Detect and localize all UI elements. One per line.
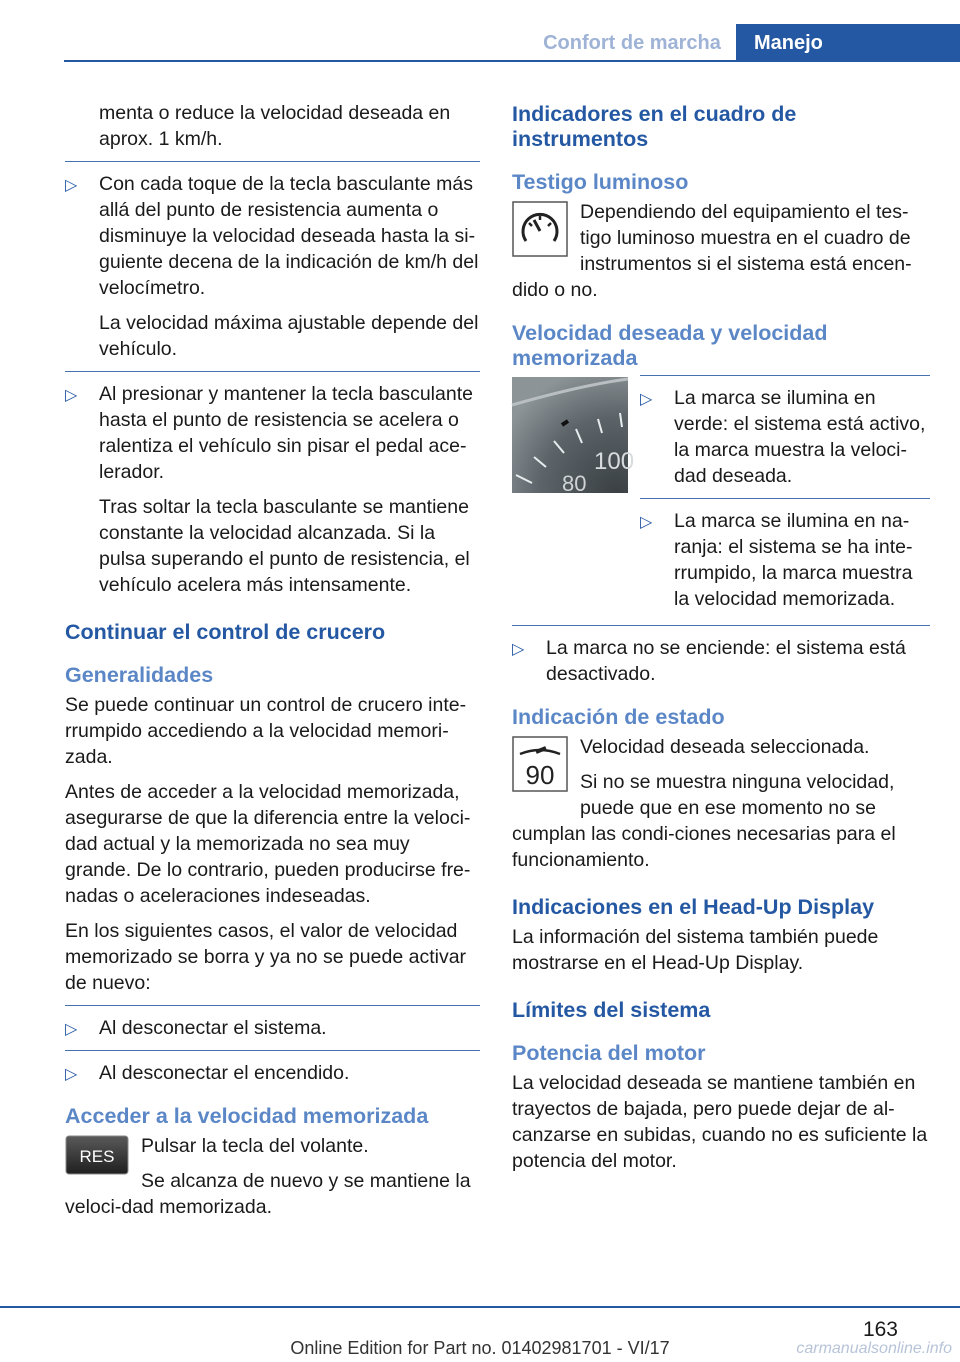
list-item: ▷ Con cada toque de la tecla basculante más allá del punto de resistencia aumenta o disminuye la velocidad deseada hasta la si-guiente decena de la indicación de km/h del velocímetro.	[65, 173, 479, 299]
paragraph: La velocidad deseada se mantiene también en trayectos de bajada, pero puede dejar de al-canzarse en subidas, cuando no es suficiente la potencia del motor.	[512, 1072, 928, 1172]
estado-text: Velocidad deseada seleccionada.	[580, 736, 870, 758]
svg-text:80: 80	[562, 471, 587, 496]
cruise-control-icon	[512, 201, 568, 264]
triangle-bullet-icon: ▷	[65, 1021, 78, 1038]
testigo-block	[512, 199, 930, 303]
gauge-block	[512, 375, 930, 621]
tab-manejo[interactable]: Manejo	[736, 24, 960, 62]
triangle-bullet-icon: ▷	[65, 387, 78, 404]
gauge-bullet-list	[640, 375, 930, 621]
res-button-icon	[65, 1135, 129, 1182]
estado-block	[512, 734, 930, 790]
paragraph: Se puede continuar un control de crucero inte-rrumpido accediendo a la velocidad memori-zada.	[65, 694, 467, 768]
list-item: ▷ La marca se ilumina en verde: el sistema está activo, la marca muestra la veloci-dad deseada.	[640, 387, 926, 487]
list-item: ▷ Al desconectar el sistema.	[65, 1015, 480, 1041]
list-item: ▷ La marca se ilumina en na-ranja: el sistema se ha inte-rrumpido, la marca muestra la velocidad memorizada.	[640, 510, 913, 610]
triangle-bullet-icon: ▷	[512, 641, 525, 658]
svg-text:90: 90	[525, 760, 555, 790]
heading-limites: Límites del sistema	[512, 998, 711, 1022]
testigo-text: Dependiendo del equipamiento el tes-tigo luminoso muestra en el cuadro de instrumentos si el sistema está encen-dido o no.	[512, 201, 912, 301]
bullet-separator	[640, 375, 930, 376]
page-number: 163	[862, 1318, 898, 1341]
heading-indicadores: Indicadores en el cuadro de instrumentos	[512, 102, 797, 151]
paragraph: Antes de acceder a la velocidad memorizada, asegurarse de que la diferencia entre la veloci-dad actual y la memorizada no sea muy grande. De lo contrario, pueden producirse fre-nadas o aceleraciones indeseadas.	[65, 781, 471, 907]
bullet-separator	[65, 371, 480, 372]
speed-90-icon	[512, 736, 568, 799]
watermark: carmanualsonline.info	[796, 1340, 952, 1357]
bullet-separator	[65, 161, 480, 162]
heading-generalidades: Generalidades	[65, 663, 214, 687]
heading-velocidad: Velocidad deseada y velocidad memorizada	[512, 321, 828, 370]
triangle-bullet-icon: ▷	[640, 391, 653, 408]
right-column	[512, 100, 930, 1183]
footer-rule	[0, 1306, 960, 1308]
heading-potencia: Potencia del motor	[512, 1041, 706, 1065]
res-instruction	[65, 1133, 480, 1166]
paragraph: En los siguientes casos, el valor de velocidad memorizado se borra y ya no se puede activar de nuevo:	[65, 920, 467, 994]
bullet-separator	[640, 498, 930, 499]
heading-continuar: Continuar el control de crucero	[65, 620, 386, 644]
list-item: ▷ Al presionar y mantener la tecla basculante hasta el punto de resistencia se acelera o ralentiza el vehículo sin pisar el pedal ace-lerador.	[65, 383, 473, 483]
svg-text:100: 100	[594, 448, 635, 475]
tab-confort-de-marcha[interactable]: Confort de marcha	[543, 31, 721, 54]
speedometer-image	[512, 377, 635, 621]
svg-text:RES: RES	[79, 1147, 115, 1166]
paragraph: Se alcanza de nuevo y se mantiene la veloci-dad memorizada.	[65, 1170, 471, 1218]
paragraph-continued: menta o reduce la velocidad deseada en aprox. 1 km/h.	[99, 102, 451, 150]
heading-testigo: Testigo luminoso	[512, 170, 689, 194]
bullet-separator	[512, 625, 930, 626]
edition-line: Online Edition for Part no. 01402981701 - VI/17	[290, 1338, 670, 1358]
bullet-separator	[65, 1050, 480, 1051]
list-item: ▷ Al desconectar el encendido.	[65, 1060, 480, 1086]
heading-hud: Indicaciones en el Head-Up Display	[512, 895, 875, 919]
paragraph: La información del sistema también puede mostrarse en el Head-Up Display.	[512, 926, 879, 974]
bullet-separator	[65, 1005, 480, 1006]
heading-estado: Indicación de estado	[512, 705, 725, 729]
bullet-note: Tras soltar la tecla basculante se mantiene constante la velocidad alcanzada. Si la pulsa superando el punto de resistencia, el vehículo acelera más intensamente.	[99, 496, 470, 596]
res-text: Pulsar la tecla del volante.	[141, 1135, 369, 1157]
triangle-bullet-icon: ▷	[65, 177, 78, 194]
heading-acceder: Acceder a la velocidad memorizada	[65, 1104, 429, 1128]
bullet-note: La velocidad máxima ajustable depende del vehículo.	[99, 312, 479, 360]
paragraph: Si no se muestra ninguna velocidad, puede que en ese momento no se cumplan las condi-ciones necesarias para el funcionamiento.	[512, 771, 896, 871]
left-column	[65, 100, 480, 1229]
list-item: ▷ La marca no se enciende: el sistema está desactivado.	[512, 637, 906, 685]
triangle-bullet-icon: ▷	[640, 514, 653, 531]
triangle-bullet-icon: ▷	[65, 1066, 78, 1083]
